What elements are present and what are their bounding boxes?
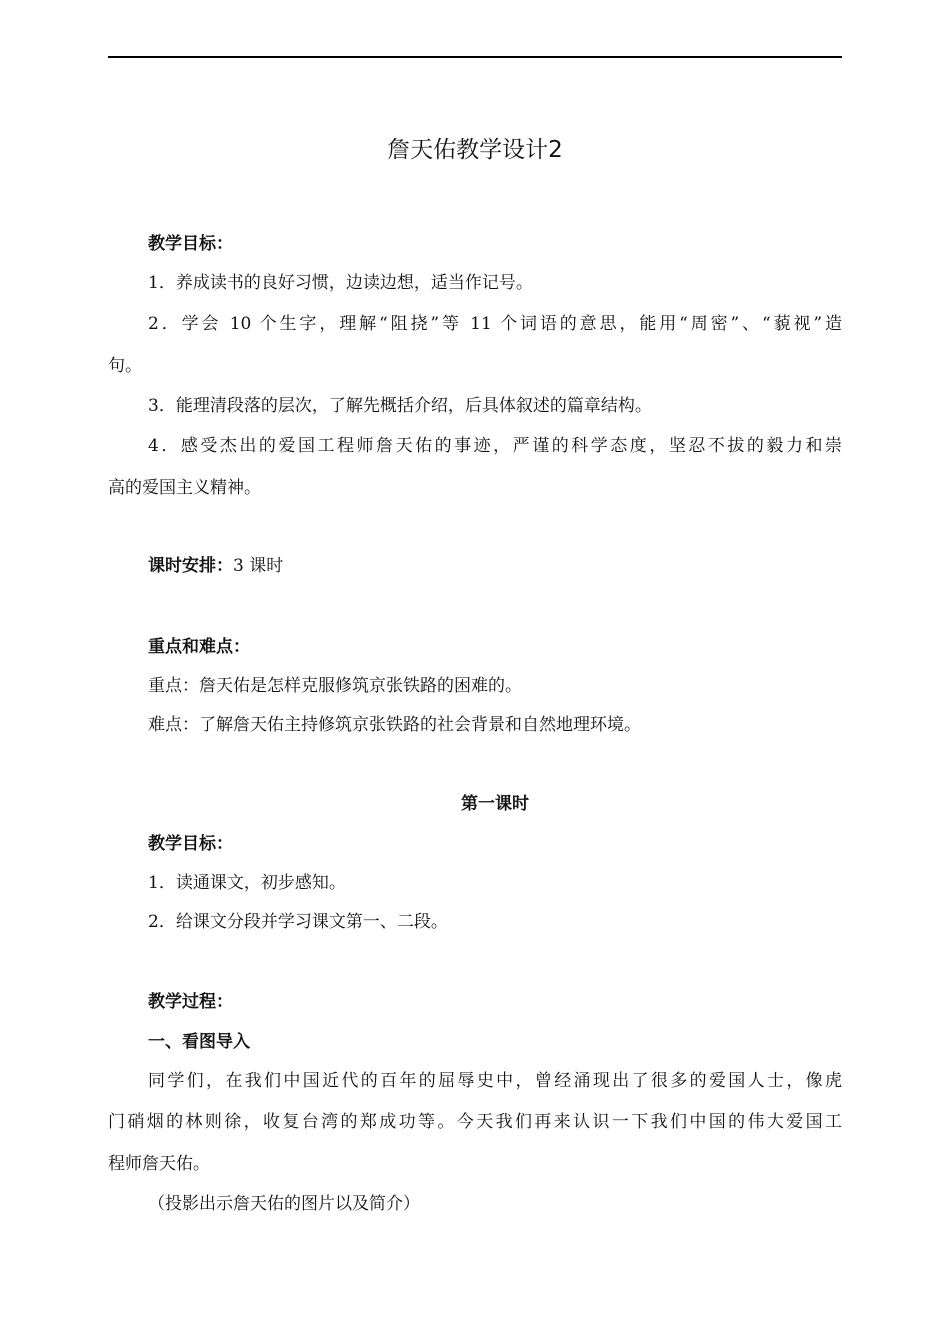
- schedule-label: 课时安排：: [148, 556, 233, 576]
- projection-note: （投影出示詹天佑的图片以及简介）: [148, 1194, 420, 1214]
- step-1-heading: 一、看图导入: [148, 1032, 250, 1052]
- objective-item-4-cont: 高的爱国主义精神。: [108, 478, 261, 498]
- objective-item-2: 2．学会 10 个生字，理解“阻挠”等 11 个词语的意思，能用“周密”、“藐视”造: [148, 314, 842, 334]
- schedule-value: 3 课时: [233, 556, 284, 576]
- key-points-heading: 重点和难点：: [148, 637, 250, 657]
- objective-item-1: 1．养成读书的良好习惯，边读边想，适当作记号。: [148, 273, 533, 293]
- intro-paragraph: 同学们，在我们中国近代的百年的屈辱史中，曾经涌现出了很多的爱国人士，像虎: [148, 1071, 842, 1091]
- header-rule: [108, 56, 842, 58]
- process-heading: 教学过程：: [148, 992, 233, 1012]
- document-title: 詹天佑教学设计2: [387, 137, 563, 163]
- key-point: 重点：詹天佑是怎样克服修筑京张铁路的困难的。: [148, 676, 522, 696]
- intro-paragraph-cont-1: 门硝烟的林则徐，收复台湾的郑成功等。今天我们再来认识一下我们中国的伟大爱国工: [108, 1112, 842, 1132]
- objective-item-4: 4．感受杰出的爱国工程师詹天佑的事迹，严谨的科学态度，坚忍不拔的毅力和崇: [148, 436, 842, 456]
- schedule-line: [108, 555, 842, 577]
- difficulty-point: 难点：了解詹天佑主持修筑京张铁路的社会背景和自然地理环境。: [148, 715, 641, 735]
- objective-item-2-cont: 句。: [108, 356, 142, 376]
- intro-paragraph-cont-2: 程师詹天佑。: [108, 1154, 210, 1174]
- lesson-1-objective-1: 1．读通课文，初步感知。: [148, 873, 346, 893]
- objective-item-3: 3．能理清段落的层次，了解先概括介绍，后具体叙述的篇章结构。: [148, 396, 652, 416]
- objectives-heading: 教学目标：: [148, 234, 233, 254]
- lesson-1-objective-2: 2．给课文分段并学习课文第一、二段。: [148, 912, 448, 932]
- lesson-1-objectives-heading: 教学目标：: [148, 834, 233, 854]
- lesson-1-heading: 第一课时: [461, 794, 529, 814]
